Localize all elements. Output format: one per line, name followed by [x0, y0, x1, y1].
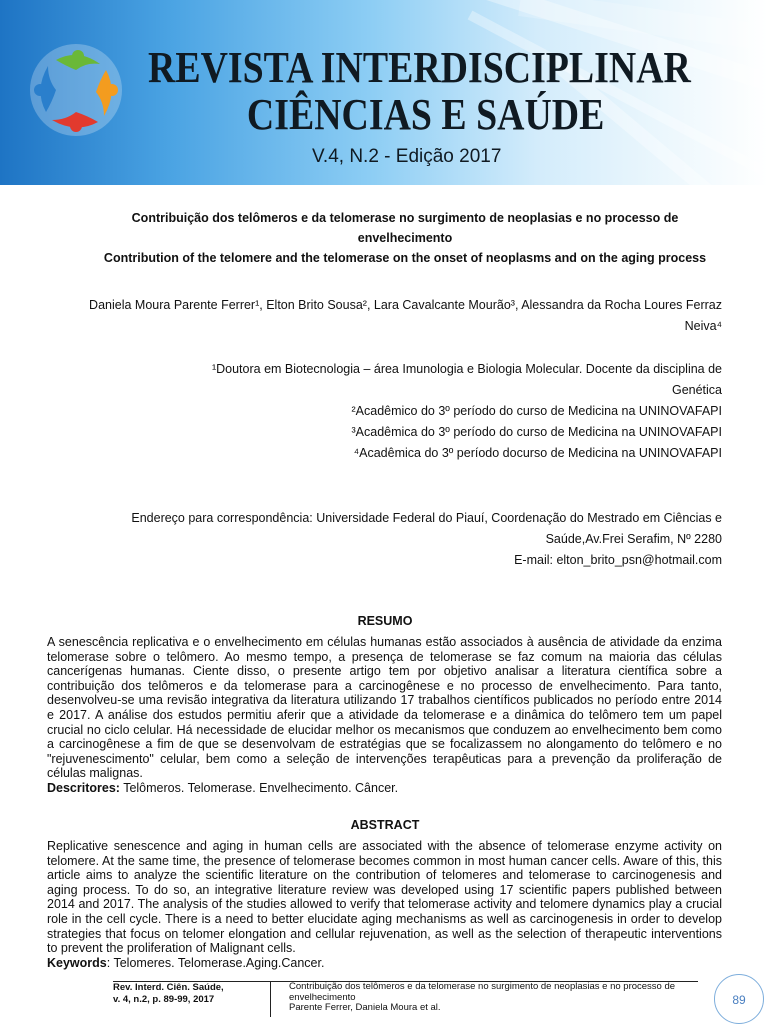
journal-title-line2: CIÊNCIAS E SAÚDE [246, 90, 605, 139]
abstract-keywords-label: Keywords [47, 955, 107, 970]
resumo-keywords-label: Descritores: [47, 780, 120, 795]
authors-line1: Daniela Moura Parente Ferrer¹, Elton Brito Sousa², Lara Cavalcante Mourão³, Alessandra da Rocha Loures Ferraz [89, 298, 722, 312]
abstract-keywords: : Telomeres. Telomerase.Aging.Cancer. [106, 955, 325, 970]
resumo-body: A senescência replicativa e o envelhecimento em células humanas estão associados à ausência de atividade da enzima telomerase sobre o telômero. Ao mesmo tempo, a presença de telomerase se faz comum na maioria das células cancerígenas humanas. Ciente disso, o presente artigo tem por objetivo analisar a literatura científica sobre a contribuição dos telômeros e da telomerase para a carcinogênese e no processo de envelhecimento. Para tanto, desenvolveu-se uma revisão integrativa da literatura utilizando 17 trabalhos científicos publicados no período entre 2014 e 2017. A análise dos estudos permitiu aferir que a atividade da telomerase e a dinâmica do telômero tem um papel crucial no ciclo celular. Há necessidade de elucidar melhor os mecanismos que conduzem ao envelhecimento bem como a carcinogênese a fim de que se desenvolvam de estratégias que se focalizassem no alongamento do telômero e no "rejuvenescimento" celular, bem como a seleção de intervenções terapêuticas para a prevenção da proliferação de células malignas. [47, 635, 722, 781]
affiliations [180, 359, 722, 464]
title-en: Contribution of the telomere and the telomerase on the onset of neoplasms and on the aging process [103, 251, 707, 265]
abstract-heading: ABSTRACT [350, 818, 420, 832]
journal-logo-icon [26, 40, 126, 140]
journal-title [148, 43, 691, 139]
footer-journal-line1: Rev. Interd. Ciên. Saúde, [113, 982, 224, 993]
affiliation-line: Genética [671, 383, 722, 397]
contact-email[interactable]: E-mail: elton_brito_psn@hotmail.com [514, 553, 722, 567]
correspondence-line2: Saúde,Av.Frei Serafim, Nº 2280 [545, 532, 722, 546]
affiliation-line: ¹Doutora em Biotecnologia – área Imunologia e Biologia Molecular. Docente da disciplina de [211, 362, 722, 376]
footer-journal-line2: v. 4, n.2, p. 89-99, 2017 [113, 994, 215, 1005]
journal-title-line1: REVISTA INTERDISCIPLINAR [148, 43, 691, 92]
authors-line2: Neiva⁴ [684, 319, 722, 333]
abstract-body: Replicative senescence and aging in human cells are associated with the absence of telomerase enzyme activity on telomere. At the same time, the presence of telomerase becomes common in most human cancer cells. Aware of this, this article aims to analyze the scientific literature on the contribution of telomeres and telomerase to carcinogenesis and aging process. To do so, an integrative literature review was developed using 17 scientific papers published between 2014 and 2017. The analysis of the studies allowed to verify that telomerase activity and telomere dynamics play a crucial role in the cell cycle. There is a need to better elucidate aging mechanisms as well as carcinogenesis in order to develop strategies that focus on telomer elongation and cellular rejuvenation, as well as the selection of therapeutic interventions to prevent the proliferation of Malignant cells. [47, 839, 722, 956]
affiliation-line: ³Acadêmica do 3º período do curso de Medicina na UNINOVAFAPI [351, 425, 722, 439]
affiliation-line: ²Acadêmico do 3º período do curso de Medicina na UNINOVAFAPI [351, 404, 722, 418]
correspondence [100, 508, 722, 571]
footer-running-authors: Parente Ferrer, Daniela Moura et al. [289, 1002, 441, 1013]
article-titles [80, 208, 730, 268]
affiliation-line: ⁴Acadêmica do 3º período docurso de Medicina na UNINOVAFAPI [353, 446, 722, 460]
edition-label: V.4, N.2 - Edição 2017 [312, 146, 502, 167]
journal-banner [0, 0, 768, 185]
resumo-section [47, 635, 722, 796]
footer-running-head [289, 982, 699, 1014]
title-pt-line1: Contribuição dos telômeros e da telomerase no surgimento de neoplasias e no processo de [131, 211, 679, 225]
author-list [48, 295, 722, 337]
resumo-keywords: Telômeros. Telomerase. Envelhecimento. Câncer. [119, 780, 399, 795]
page-number: 89 [714, 974, 764, 1024]
correspondence-line1: Endereço para correspondência: Universidade Federal do Piauí, Coordenação do Mestrado em Ciências e [131, 511, 722, 525]
resumo-heading: RESUMO [357, 614, 413, 628]
abstract-section [47, 839, 722, 970]
title-pt-line2: envelhecimento [357, 231, 453, 245]
footer-divider [270, 981, 271, 1017]
footer-citation [113, 982, 224, 1006]
footer-running-title: Contribuição dos telômeros e da telomerase no surgimento de neoplasias e no processo de envelhecimento [289, 981, 676, 1003]
